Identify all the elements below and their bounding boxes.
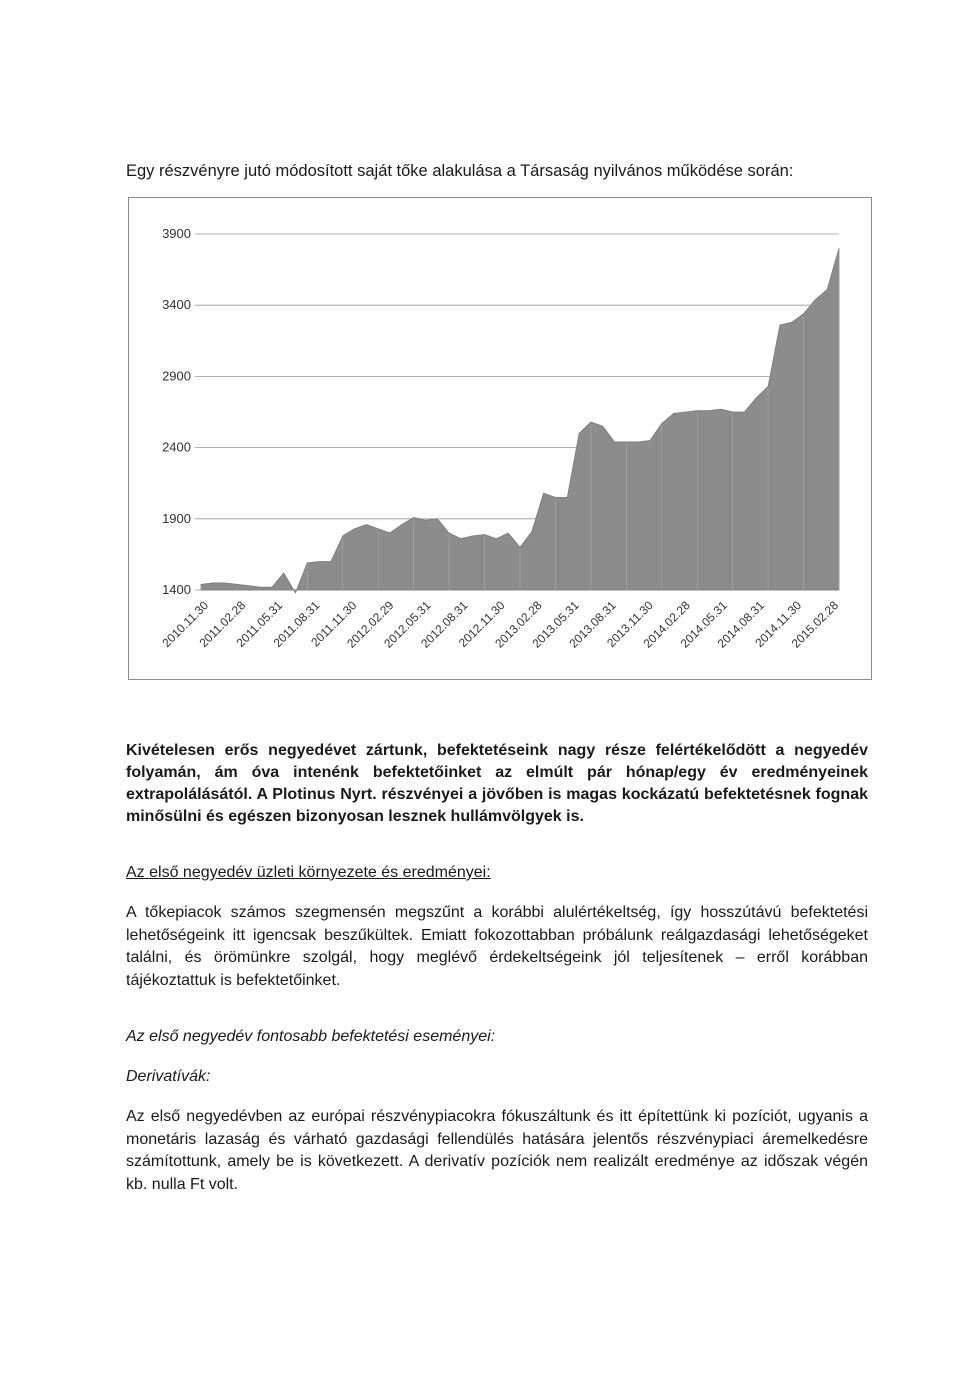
x-tick-label: 2013.11.30 (604, 598, 656, 650)
x-tick-label: 2014.02.28 (640, 598, 693, 651)
section-heading-business-environment: Az első negyedév üzleti környezete és eredményei: (126, 864, 491, 881)
x-tick-label: 2010.11.30 (159, 598, 212, 650)
equity-area-series (201, 248, 839, 593)
equity-per-share-chart (128, 197, 872, 680)
derivatives-paragraph: Az első negyedévben az európai részvénypiacokra fókuszáltunk és itt építettünk ki pozíciót, ugyanis a monetáris lazaság és várható gazdasági fellendülés hatására jelentős részvénypiaci áremelkedésre számítottunk, amely be is következett. A derivatív pozíciók nem realizált eredménye az időszak végén kb. nulla Ft volt. (126, 1108, 868, 1193)
x-tick-label: 2011.02.28 (196, 598, 249, 650)
summary-paragraph: Kivételesen erős negyedévet zártunk, befektetéseink nagy része felértékelődött a negyedév folyamán, ám óva intenénk befektetőinket az elmúlt pár hónap/egy év eredményeinek extrapolálásától. A Plotinus Nyrt. részvényei a jövőben is magas kockázatú befektetésnek fognak minősülni és egészen bizonyosan lesznek hullámvölgyek is. (126, 742, 868, 825)
y-tick-label: 2400 (162, 439, 191, 455)
y-tick-label: 3400 (162, 297, 191, 313)
x-tick-label: 2013.05.31 (529, 598, 582, 651)
y-tick-label: 3900 (162, 226, 191, 241)
subheading-derivatives: Derivatívák: (126, 1068, 211, 1085)
x-tick-label: 2012.02.29 (344, 598, 397, 651)
x-tick-label: 2012.05.31 (381, 598, 434, 651)
x-tick-label: 2015.02.28 (788, 598, 842, 651)
x-tick-label: 2013.02.28 (492, 598, 545, 651)
x-tick-label: 2011.08.31 (270, 598, 323, 650)
section-heading-investment-events: Az első negyedév fontosabb befektetési eseményei: (126, 1028, 496, 1045)
x-tick-label: 2011.05.31 (233, 598, 286, 650)
y-tick-label: 2900 (162, 368, 191, 384)
x-tick-label: 2013.08.31 (566, 598, 619, 651)
x-tick-label: 2012.11.30 (455, 598, 508, 650)
y-tick-label: 1400 (162, 582, 191, 597)
y-tick-label: 1900 (162, 510, 191, 526)
x-tick-label: 2011.11.30 (308, 598, 360, 650)
x-tick-label: 2012.08.31 (418, 598, 471, 651)
x-tick-label: 2014.05.31 (677, 598, 730, 651)
x-tick-label: 2014.08.31 (714, 598, 768, 651)
x-tick-label: 2014.11.30 (752, 598, 805, 650)
chart-svg (129, 198, 873, 681)
chart-caption: Egy részvényre jutó módosított saját tőke alakulása a Társaság nyilvános működése során: (126, 162, 794, 180)
business-environment-paragraph: A tőkepiacok számos szegmensén megszűnt a korábbi alulértékeltség, így hosszútávú befektetési lehetőségeink itt igencsak beszűkültek. Emiatt fokozottabban próbálunk reálgazdasági lehetőségeket találni, és örömünkre szolgál, hogy meglévő érdekeltségeink jól teljesítenek – erről korábban tájékoztattuk is befektetőinket. (126, 904, 868, 989)
